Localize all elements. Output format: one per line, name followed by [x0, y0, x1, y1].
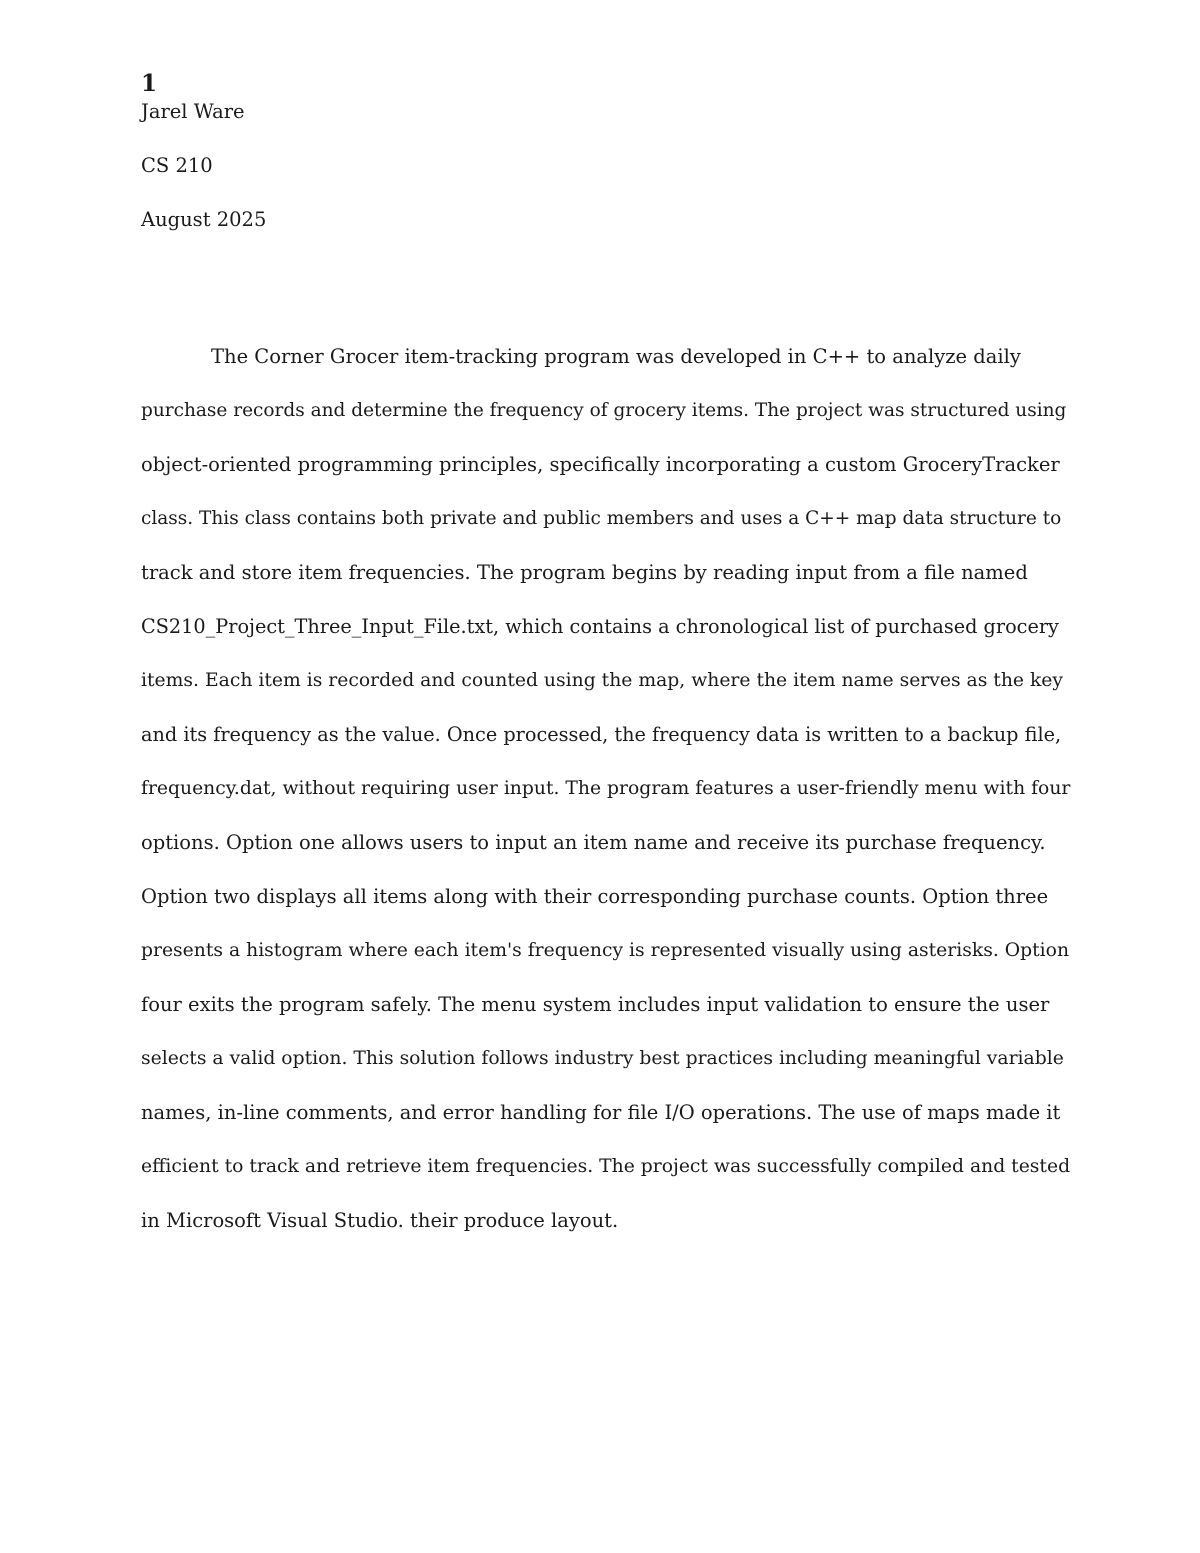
paragraph-line: track and store item frequencies. The program begins by reading input from a file named [141, 561, 1028, 584]
paragraph-line: object-oriented programming principles, specifically incorporating a custom GroceryTracker [141, 453, 1060, 476]
paragraph-line: class. This class contains both private and public members and uses a C++ map data structure to [141, 508, 1062, 529]
paragraph-line: items. Each item is recorded and counted using the map, where the item name serves as the key [141, 670, 1064, 691]
document-date: August 2025 [141, 208, 267, 231]
paragraph-line: CS210_Project_Three_Input_File.txt, which contains a chronological list of purchased grocery [141, 615, 1059, 638]
paragraph-line: and its frequency as the value. Once processed, the frequency data is written to a backup file, [141, 723, 1062, 746]
paragraph-line: efficient to track and retrieve item frequencies. The project was successfully compiled and tested [141, 1156, 1071, 1177]
author-name: Jarel Ware [141, 100, 245, 123]
paragraph-line: Option two displays all items along with their corresponding purchase counts. Option three [141, 885, 1049, 908]
paragraph-line: options. Option one allows users to input an item name and receive its purchase frequency. [141, 831, 1046, 854]
paragraph-line: The Corner Grocer item-tracking program was developed in C++ to analyze daily [211, 345, 1021, 368]
paragraph-line: selects a valid option. This solution follows industry best practices including meaningful variable [141, 1048, 1064, 1069]
paragraph-line: presents a histogram where each item's frequency is represented visually using asterisks. Option [141, 940, 1070, 961]
paragraph-line: names, in-line comments, and error handling for file I/O operations. The use of maps made it [141, 1101, 1061, 1124]
paragraph-line: four exits the program safely. The menu system includes input validation to ensure the user [141, 993, 1050, 1016]
page-number: 1 [141, 70, 158, 97]
paragraph-line: in Microsoft Visual Studio. their produce layout. [141, 1209, 619, 1232]
course-name: CS 210 [141, 154, 213, 177]
paragraph-line: frequency.dat, without requiring user input. The program features a user-friendly menu with four [141, 778, 1071, 799]
paragraph-line: purchase records and determine the frequency of grocery items. The project was structured using [141, 400, 1067, 421]
